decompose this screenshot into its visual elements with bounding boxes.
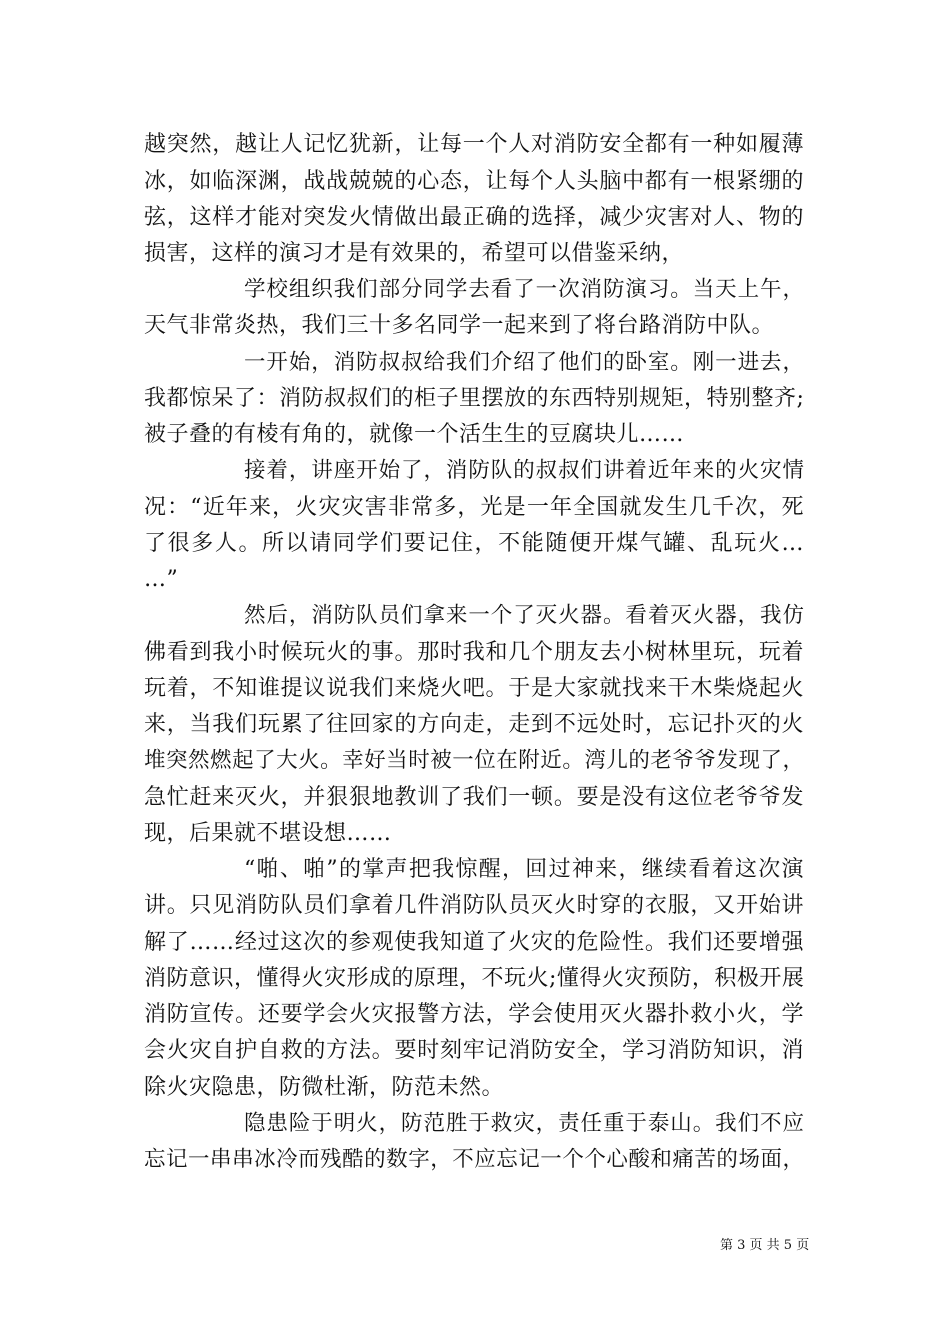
text-line: 天气非常炎热，我们三十多名同学一起来到了将台路消防中队。 (144, 313, 775, 338)
text-line: …” (144, 567, 179, 592)
text-line: 解了……经过这次的参观使我知道了火灾的危险性。我们还要增强 (144, 930, 804, 955)
text-line: 弦，这样才能对突发火情做出最正确的选择，减少灾害对人、物的 (144, 205, 804, 230)
paragraph-first-line: 隐患险于明火，防范胜于救灾，责任重于泰山。我们不应 (244, 1111, 804, 1136)
paragraph-first-line: 接着，讲座开始了，消防队的叔叔们讲着近年来的火灾情 (244, 458, 804, 483)
text-line: 佛看到我小时候玩火的事。那时我和几个朋友去小树林里玩，玩着 (144, 640, 804, 665)
text-line: 忘记一串串冰冷而残酷的数字，不应忘记一个个心酸和痛苦的场面， (144, 1147, 804, 1172)
text-line: 冰，如临深渊，战战兢兢的心态，让每个人头脑中都有一根紧绷的 (144, 169, 804, 194)
text-line: 况：“近年来，火灾灾害非常多，光是一年全国就发生几千次，死 (144, 495, 804, 520)
text-line: 被子叠的有棱有角的，就像一个活生生的豆腐块儿…… (144, 422, 685, 447)
text-line: 急忙赶来灭火，并狠狠地教训了我们一顿。要是没有这位老爷爷发 (144, 785, 804, 810)
text-line: 了很多人。所以请同学们要记住，不能随便开煤气罐、乱玩火… (144, 531, 804, 556)
text-line: 越突然，越让人记忆犹新，让每一个人对消防安全都有一种如履薄 (144, 132, 804, 157)
text-line: 堆突然燃起了大火。幸好当时被一位在附近。湾儿的老爷爷发现了， (144, 748, 804, 773)
text-line: 我都惊呆了：消防叔叔们的柜子里摆放的东西特别规矩，特别整齐; (144, 386, 805, 411)
paragraph-first-line: 学校组织我们部分同学去看了一次消防演习。当天上午， (244, 277, 804, 302)
paragraph-first-line: 一开始，消防叔叔给我们介绍了他们的卧室。刚一进去， (244, 350, 804, 375)
text-line: 损害，这样的演习才是有效果的，希望可以借鉴采纳， (144, 241, 685, 266)
text-line: 来，当我们玩累了往回家的方向走，走到不远处时，忘记扑灭的火 (144, 712, 804, 737)
text-line: 除火灾隐患，防微杜渐，防范未然。 (144, 1075, 505, 1100)
paragraph-first-line: 然后，消防队员们拿来一个了灭火器。看着灭火器，我仿 (244, 603, 804, 628)
text-line: 消防意识，懂得火灾形成的原理，不玩火;懂得火灾预防，积极开展 (144, 966, 805, 991)
text-line: 消防宣传。还要学会火灾报警方法，学会使用灭火器扑救小火，学 (144, 1002, 804, 1027)
text-line: 现，后果就不堪设想…… (144, 821, 392, 846)
text-line: 会火灾自护自救的方法。要时刻牢记消防安全，学习消防知识，消 (144, 1038, 804, 1063)
text-line: 讲。只见消防队员们拿着几件消防队员灭火时穿的衣服，又开始讲 (144, 893, 804, 918)
text-line: 玩着，不知谁提议说我们来烧火吧。于是大家就找来干木柴烧起火 (144, 676, 804, 701)
paragraph-first-line: “啪、啪”的掌声把我惊醒，回过神来，继续看着这次演 (244, 857, 804, 882)
page-number-footer: 第 3 页 共 5 页 (720, 1238, 810, 1253)
